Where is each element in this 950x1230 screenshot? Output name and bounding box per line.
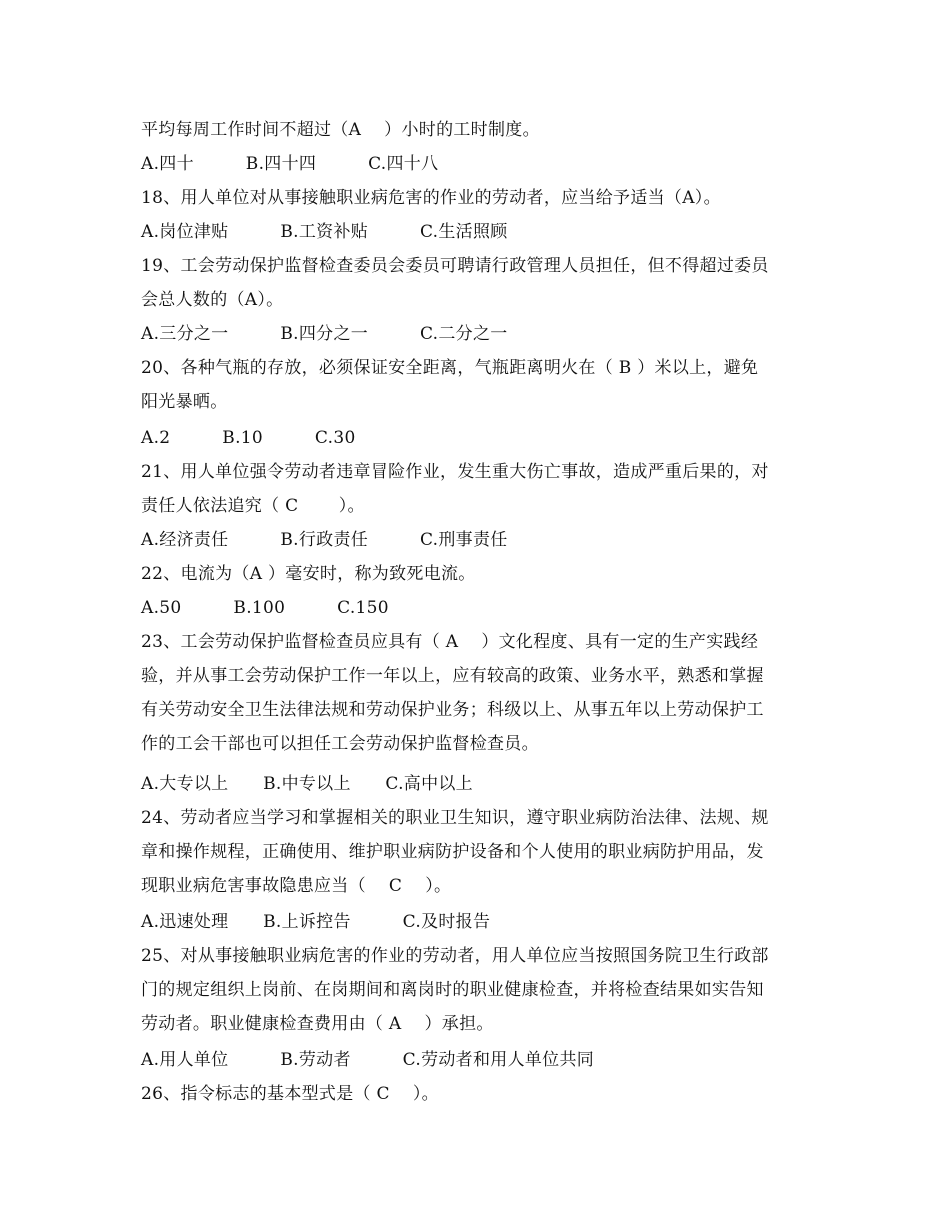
answer-options: A.迅速处理 B.上诉控告 C.及时报告 (141, 912, 491, 932)
answer-options: A.大专以上 B.中专以上 C.高中以上 (141, 774, 473, 794)
question-text: 20、各种气瓶的存放，必须保证安全距离，气瓶距离明火在（ B ）米以上，避免 (141, 358, 759, 378)
question-text: 作的工会干部也可以担任工会劳动保护监督检查员。 (141, 734, 539, 754)
answer-options: A.50 B.100 C.150 (141, 598, 389, 618)
text-line: 平均每周工作时间不超过（A ）小时的工时制度。 (141, 120, 540, 140)
question-text: 21、用人单位强令劳动者违章冒险作业，发生重大伤亡事故，造成严重后果的，对 (141, 462, 769, 482)
question-text: 19、工会劳动保护监督检查委员会委员可聘请行政管理人员担任，但不得超过委员 (141, 256, 769, 276)
answer-options: A.2 B.10 C.30 (141, 428, 356, 448)
answer-options: A.用人单位 B.劳动者 C.劳动者和用人单位共同 (141, 1050, 595, 1070)
question-text: 26、指令标志的基本型式是（ C ）。 (141, 1084, 439, 1104)
question-text: 劳动者。职业健康检查费用由（ A ）承担。 (141, 1014, 494, 1034)
question-text: 阳光暴晒。 (141, 392, 228, 412)
question-text: 责任人依法追究（ C ）。 (141, 496, 365, 516)
question-text: 验，并从事工会劳动保护工作一年以上，应有较高的政策、业务水平，熟悉和掌握 (141, 666, 764, 686)
answer-options: A.三分之一 B.四分之一 C.二分之一 (141, 324, 508, 344)
question-text: 会总人数的（A）。 (141, 290, 284, 310)
question-text: 有关劳动安全卫生法律法规和劳动保护业务；科级以上、从事五年以上劳动保护工 (141, 700, 764, 720)
answer-options: A.岗位津贴 B.工资补贴 C.生活照顾 (141, 222, 508, 242)
question-text: 23、工会劳动保护监督检查员应具有（ A ）文化程度、具有一定的生产实践经 (141, 632, 759, 652)
answer-options: A.经济责任 B.行政责任 C.刑事责任 (141, 530, 508, 550)
question-text: 25、对从事接触职业病危害的作业的劳动者，用人单位应当按照国务院卫生行政部 (141, 946, 769, 966)
question-text: 章和操作规程，正确使用、维护职业病防护设备和个人使用的职业病防护用品，发 (141, 842, 764, 862)
answer-options: A.四十 B.四十四 C.四十八 (141, 154, 439, 174)
question-text: 22、电流为（A ）毫安时，称为致死电流。 (141, 564, 476, 584)
question-text: 现职业病危害事故隐患应当（ C ）。 (141, 876, 452, 896)
question-text: 24、劳动者应当学习和掌握相关的职业卫生知识，遵守职业病防治法律、法规、规 (141, 808, 769, 828)
question-text: 门的规定组织上岗前、在岗期间和离岗时的职业健康检查，并将检查结果如实告知 (141, 980, 764, 1000)
question-text: 18、用人单位对从事接触职业病危害的作业的劳动者，应当给予适当（A）。 (141, 188, 721, 208)
